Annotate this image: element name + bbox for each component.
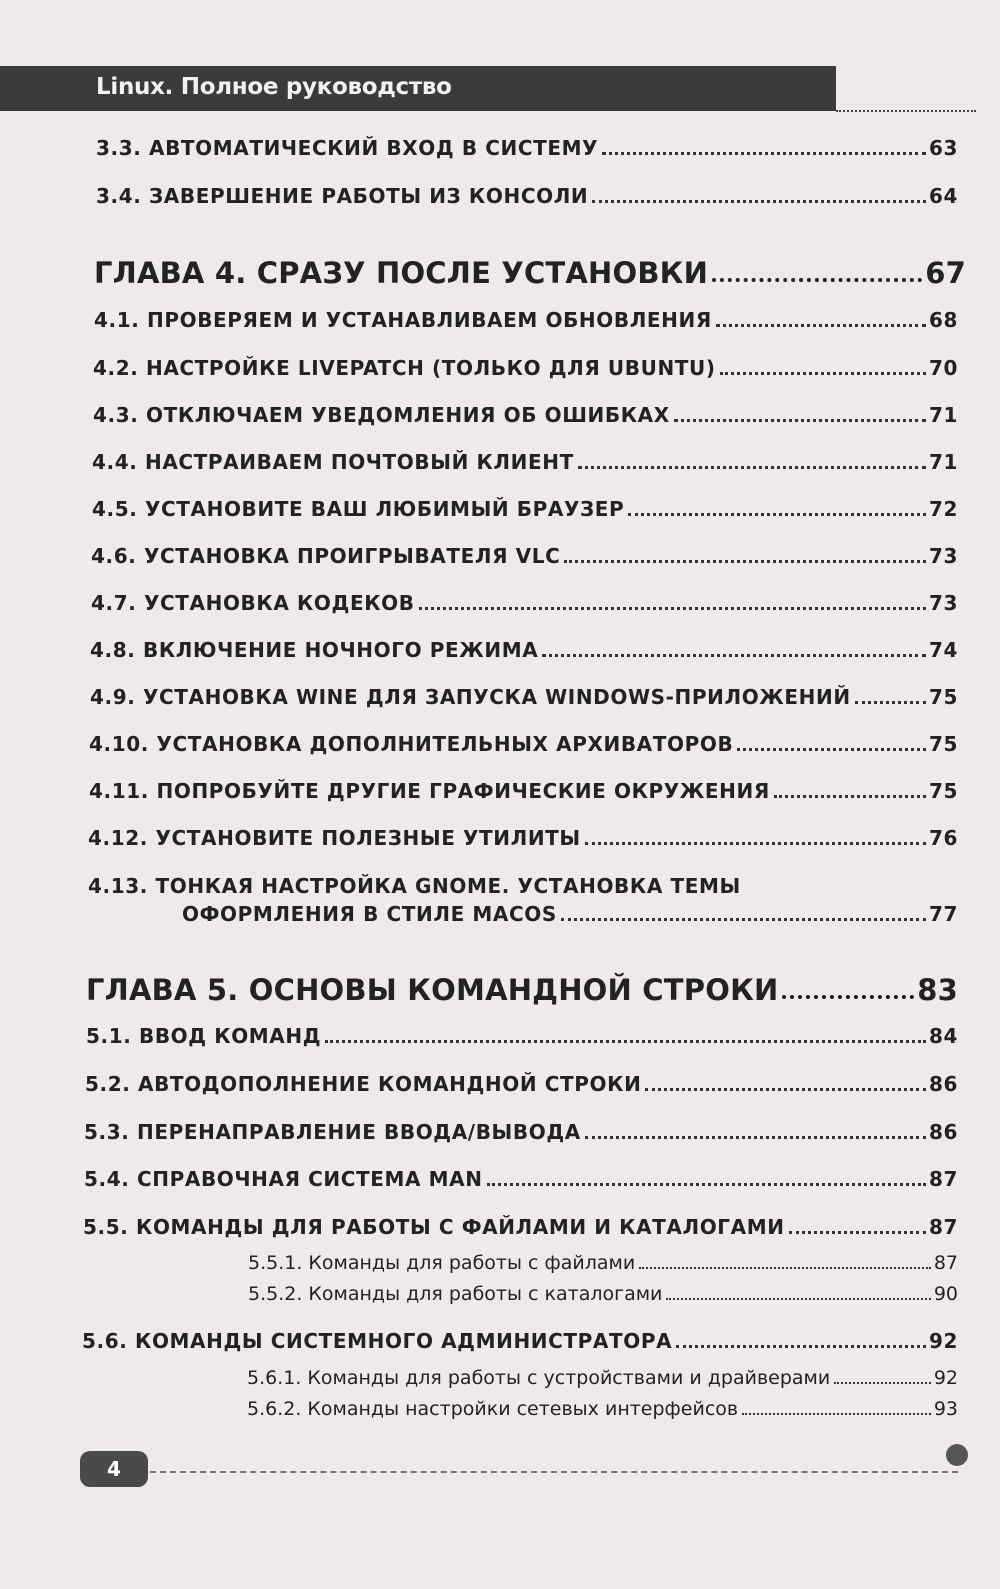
toc-entry-5-2[interactable] [85,1066,958,1096]
toc-entry-page: 87 [928,1215,958,1239]
toc-entry-title-continued: ОФОРМЛЕНИЯ В СТИЛЕ MACOS [182,902,557,926]
toc-entry-title: 5.1. ВВОД КОМАНД [86,1024,322,1048]
toc-entry-title: 4.6. УСТАНОВКА ПРОИГРЫВАТЕЛЯ VLC [91,544,561,568]
toc-entry-page: 93 [933,1398,958,1420]
toc-entry-4-1[interactable] [94,302,958,332]
toc-entry-title: 4.1. ПРОВЕРЯЕМ И УСТАНАВЛИВАЕМ ОБНОВЛЕНИЯ [94,308,712,332]
toc-entry-4-3[interactable] [93,397,958,427]
toc-entry-5-1[interactable] [86,1018,958,1048]
toc-entry-3-3[interactable] [96,130,958,160]
toc-entry-page: 86 [928,1120,958,1144]
toc-entry-4-10[interactable] [89,726,958,756]
toc-entry-title: 4.8. ВКЛЮЧЕНИЕ НОЧНОГО РЕЖИМА [90,638,539,662]
toc-entry-4-2[interactable] [93,350,958,380]
toc-entry-page: 74 [928,638,958,662]
toc-entry-page: 87 [933,1252,958,1274]
toc-entry-page: 92 [928,1329,958,1353]
toc-entry-4-9[interactable] [90,679,958,709]
toc-entry-title: 4.13. ТОНКАЯ НАСТРОЙКА GNOME. УСТАНОВКА ТЕМЫ [88,874,741,898]
toc-entry-title: 4.5. УСТАНОВИТЕ ВАШ ЛЮБИМЫЙ БРАУЗЕР [92,497,625,521]
toc-entry-5-5-2[interactable] [248,1277,958,1305]
toc-entry-page: 70 [928,356,958,380]
toc-entry-page: 86 [928,1072,958,1096]
toc-entry-title: 4.12. УСТАНОВИТЕ ПОЛЕЗНЫЕ УТИЛИТЫ [88,826,581,850]
toc-entry-page: 71 [928,450,958,474]
toc-entry-title: 4.11. ПОПРОБУЙТЕ ДРУГИЕ ГРАФИЧЕСКИЕ ОКРУЖЕНИЯ [89,779,770,803]
toc-entry-5-5[interactable] [83,1209,958,1239]
toc-entry-page: 63 [928,136,958,160]
toc-entry-page: 68 [928,308,958,332]
toc-entry-title: 5.5.2. Команды для работы с каталогами [248,1283,663,1305]
toc-entry-page: 90 [933,1283,958,1305]
toc-entry-page: 73 [928,544,958,568]
toc-entry-page: 64 [928,184,958,208]
toc-entry-4-6[interactable] [91,538,958,568]
footer-dot-ornament [946,1444,968,1466]
toc-entry-3-4[interactable] [96,178,958,208]
toc-entry-page: 84 [928,1024,958,1048]
toc-entry-title: 3.4. ЗАВЕРШЕНИЕ РАБОТЫ ИЗ КОНСОЛИ [96,184,589,208]
running-header-title: Linux. Полное руководство [96,74,452,100]
toc-entry-title: 5.6.2. Команды настройки сетевых интерфейсов [247,1398,739,1420]
toc-entry-title: 5.5. КОМАНДЫ ДЛЯ РАБОТЫ С ФАЙЛАМИ И КАТАЛОГАМИ [83,1215,785,1239]
toc-entry-5-4[interactable] [84,1161,958,1191]
toc-entry-title: 5.4. СПРАВОЧНАЯ СИСТЕМА MAN [84,1167,483,1191]
toc-entry-title: 4.4. НАСТРАИВАЕМ ПОЧТОВЫЙ КЛИЕНТ [92,450,574,474]
toc-chapter-5[interactable] [86,967,958,1007]
toc-entry-page: 75 [928,732,958,756]
toc-entry-5-6[interactable] [82,1323,958,1353]
toc-entry-4-13-line2[interactable] [182,896,958,926]
toc-entry-page: 76 [928,826,958,850]
page-number: 4 [107,1457,121,1481]
toc-entry-page: 87 [928,1167,958,1191]
toc-entry-4-4[interactable] [92,444,958,474]
toc-entry-page: 77 [928,902,958,926]
toc-entry-page: 73 [928,591,958,615]
toc-entry-title: 5.6.1. Команды для работы с устройствами и драйверами [247,1367,831,1389]
toc-chapter-title: ГЛАВА 4. СРАЗУ ПОСЛЕ УСТАНОВКИ [94,256,709,290]
toc-entry-5-6-2[interactable] [247,1392,958,1420]
toc-entry-4-8[interactable] [90,632,958,662]
toc-entry-title: 4.3. ОТКЛЮЧАЕМ УВЕДОМЛЕНИЯ ОБ ОШИБКАХ [93,403,670,427]
toc-entry-4-13-line1[interactable] [88,868,958,898]
toc-entry-4-5[interactable] [92,491,958,521]
toc-entry-4-11[interactable] [89,773,958,803]
toc-chapter-page: 67 [925,256,966,290]
toc-entry-page: 71 [928,403,958,427]
page-number-badge [80,1451,148,1487]
toc-entry-4-12[interactable] [88,820,958,850]
footer-dashed-rule [150,1471,958,1473]
toc-entry-page: 75 [928,779,958,803]
toc-entry-5-6-1[interactable] [247,1361,958,1389]
toc-entry-title: 4.2. НАСТРОЙКЕ LIVEPATCH (ТОЛЬКО ДЛЯ UBUNTU) [93,356,716,380]
toc-entry-5-3[interactable] [84,1114,958,1144]
toc-entry-page: 72 [928,497,958,521]
toc-entry-title: 5.6. КОМАНДЫ СИСТЕМНОГО АДМИНИСТРАТОРА [82,1329,673,1353]
toc-entry-title: 4.10. УСТАНОВКА ДОПОЛНИТЕЛЬНЫХ АРХИВАТОРОВ [89,732,734,756]
toc-chapter-title: ГЛАВА 5. ОСНОВЫ КОМАНДНОЙ СТРОКИ [86,973,779,1007]
toc-entry-page: 92 [933,1367,958,1389]
toc-entry-5-5-1[interactable] [248,1246,958,1274]
toc-chapter-4[interactable] [94,250,966,290]
toc-entry-page: 75 [928,685,958,709]
toc-entry-4-7[interactable] [91,585,958,615]
toc-entry-title: 3.3. АВТОМАТИЧЕСКИЙ ВХОД В СИСТЕМУ [96,136,599,160]
toc-entry-title: 5.2. АВТОДОПОЛНЕНИЕ КОМАНДНОЙ СТРОКИ [85,1072,642,1096]
toc-chapter-page: 83 [917,973,958,1007]
toc-entry-title: 5.5.1. Команды для работы с файлами [248,1252,636,1274]
toc-entry-title: 4.9. УСТАНОВКА WINE ДЛЯ ЗАПУСКА WINDOWS-ПРИЛОЖЕНИЙ [90,685,851,709]
toc-entry-title: 4.7. УСТАНОВКА КОДЕКОВ [91,591,415,615]
toc-entry-title: 5.3. ПЕРЕНАПРАВЛЕНИЕ ВВОДА/ВЫВОДА [84,1120,581,1144]
